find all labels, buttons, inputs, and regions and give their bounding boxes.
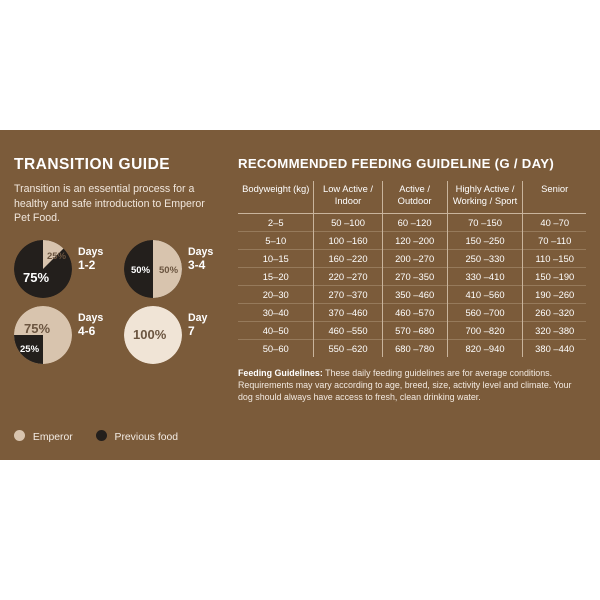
table-row [238, 268, 586, 286]
transition-step-3 [14, 306, 120, 368]
cell-low-active: 220 –270 [314, 268, 382, 286]
cell-highly-active: 560 –700 [447, 304, 523, 322]
cell-senior: 320 –380 [523, 322, 586, 340]
pie-slice-label-previous-1: 75% [23, 269, 50, 285]
cell-bodyweight: 5–10 [238, 232, 314, 250]
column-header-low-active: Low Active / Indoor [314, 181, 382, 214]
cell-highly-active: 250 –330 [447, 250, 523, 268]
cell-low-active: 160 –220 [314, 250, 382, 268]
feeding-guideline-section [238, 156, 586, 403]
cell-highly-active: 70 –150 [447, 214, 523, 232]
transition-legend [14, 430, 198, 443]
pie-days-value-1: 1-2 [78, 257, 96, 272]
transition-pie-chart-grid [14, 240, 226, 366]
transition-guide-section [14, 156, 226, 366]
legend-label-previous-food: Previous food [114, 432, 179, 443]
pie-slice-label-emperor-4: 100% [133, 326, 167, 342]
cell-senior: 260 –320 [523, 304, 586, 322]
cell-senior: 70 –110 [523, 232, 586, 250]
cell-active: 570 –680 [382, 322, 447, 340]
table-body [238, 214, 586, 358]
cell-active: 350 –460 [382, 286, 447, 304]
feeding-guidelines-note-text: These daily feeding guidelines are for average conditions. Requirements may vary according to age, breed, size, activity level and climate. Your dog should always have access to fresh, clean drinking water. [238, 368, 572, 402]
pie-slice-label-emperor-3: 75% [24, 320, 51, 336]
cell-bodyweight: 40–50 [238, 322, 314, 340]
feeding-guide-panel [0, 130, 600, 460]
cell-active: 460 –570 [382, 304, 447, 322]
cell-active: 60 –120 [382, 214, 447, 232]
cell-senior: 40 –70 [540, 217, 570, 228]
cell-senior: 380 –440 [523, 340, 586, 358]
table-row [238, 322, 586, 340]
cell-active: 120 –200 [382, 232, 447, 250]
transition-guide-title: TRANSITION GUIDE [14, 156, 171, 173]
cell-bodyweight: 30–40 [238, 304, 314, 322]
cell-low-active: 100 –160 [314, 232, 382, 250]
transition-guide-description: Transition is an essential process for a healthy and safe introduction to Emperor Pet Food. [14, 183, 205, 224]
pie-days-word-3: Days [78, 311, 104, 324]
cell-senior: 150 –190 [523, 268, 586, 286]
cell-active: 200 –270 [382, 250, 447, 268]
pie-slice-label-emperor-1: 25% [47, 250, 67, 262]
cell-low-active: 370 –460 [314, 304, 382, 322]
feeding-guideline-table [238, 181, 586, 357]
column-header-highly-active: Highly Active / Working / Sport [447, 181, 523, 214]
cell-low-active: 270 –370 [314, 286, 382, 304]
cell-active: 270 –350 [382, 268, 447, 286]
pie-chart-step-3 [14, 306, 72, 364]
pie-days-label-1 [78, 246, 103, 272]
cell-bodyweight: 20–30 [238, 286, 314, 304]
cell-highly-active: 700 –820 [447, 322, 523, 340]
pie-days-value-3: 4-6 [78, 323, 96, 338]
cell-bodyweight: 2–5 [238, 214, 314, 232]
cell-low-active: 550 –620 [314, 340, 382, 358]
cell-senior: 110 –150 [523, 250, 586, 268]
legend-item-previous-food [96, 430, 178, 443]
legend-label-emperor: Emperor [32, 432, 73, 443]
transition-step-2 [124, 240, 230, 302]
cell-bodyweight: 50–60 [238, 340, 314, 358]
pie-slice-label-emperor-2: 50% [159, 264, 179, 276]
pie-slice-label-previous-2: 50% [131, 264, 151, 276]
cell-senior: 190 –260 [523, 286, 586, 304]
column-header-bodyweight: Bodyweight (kg) [238, 181, 314, 214]
table-row [238, 286, 586, 304]
cell-highly-active: 410 –560 [447, 286, 523, 304]
cell-bodyweight: 10–15 [238, 250, 314, 268]
legend-dot-icon-previous-food [96, 430, 107, 441]
table-row [238, 340, 586, 358]
legend-dot-icon-emperor [14, 430, 25, 441]
column-header-senior: Senior [523, 181, 586, 214]
table-header [238, 181, 586, 214]
table-header-row [238, 181, 586, 214]
pie-chart-step-4 [124, 306, 182, 364]
pie-days-label-2 [188, 246, 213, 272]
pie-chart-step-1 [14, 240, 72, 298]
feeding-guidelines-note [238, 367, 586, 403]
cell-highly-active: 820 –940 [447, 340, 523, 358]
cell-low-active: 50 –100 [314, 214, 382, 232]
table-row [238, 214, 586, 232]
pie-days-value-2: 3-4 [188, 257, 206, 272]
transition-step-4 [124, 306, 230, 368]
transition-step-1 [14, 240, 120, 302]
table-row [238, 304, 586, 322]
feeding-guideline-title: RECOMMENDED FEEDING GUIDELINE (G / DAY) [238, 156, 555, 171]
table-row [238, 250, 586, 268]
cell-highly-active: 330 –410 [447, 268, 523, 286]
pie-days-word-1: Days [78, 245, 104, 258]
cell-bodyweight: 15–20 [238, 268, 314, 286]
pie-days-label-4 [188, 312, 207, 338]
cell-active: 680 –780 [382, 340, 447, 358]
table-row [238, 232, 586, 250]
pie-days-word-2: Days [188, 245, 214, 258]
feeding-guidelines-note-label: Feeding Guidelines: [238, 368, 323, 378]
legend-item-emperor [14, 430, 73, 443]
column-header-active: Active / Outdoor [382, 181, 447, 214]
pie-days-value-4: 7 [188, 323, 195, 338]
pie-svg-step-1 [14, 240, 72, 298]
pie-slice-label-previous-3: 25% [20, 343, 40, 355]
cell-highly-active: 150 –250 [447, 232, 523, 250]
cell-low-active: 460 –550 [314, 322, 382, 340]
pie-days-word-4: Day [188, 311, 208, 324]
pie-days-label-3 [78, 312, 103, 338]
pie-chart-step-2 [124, 240, 182, 298]
